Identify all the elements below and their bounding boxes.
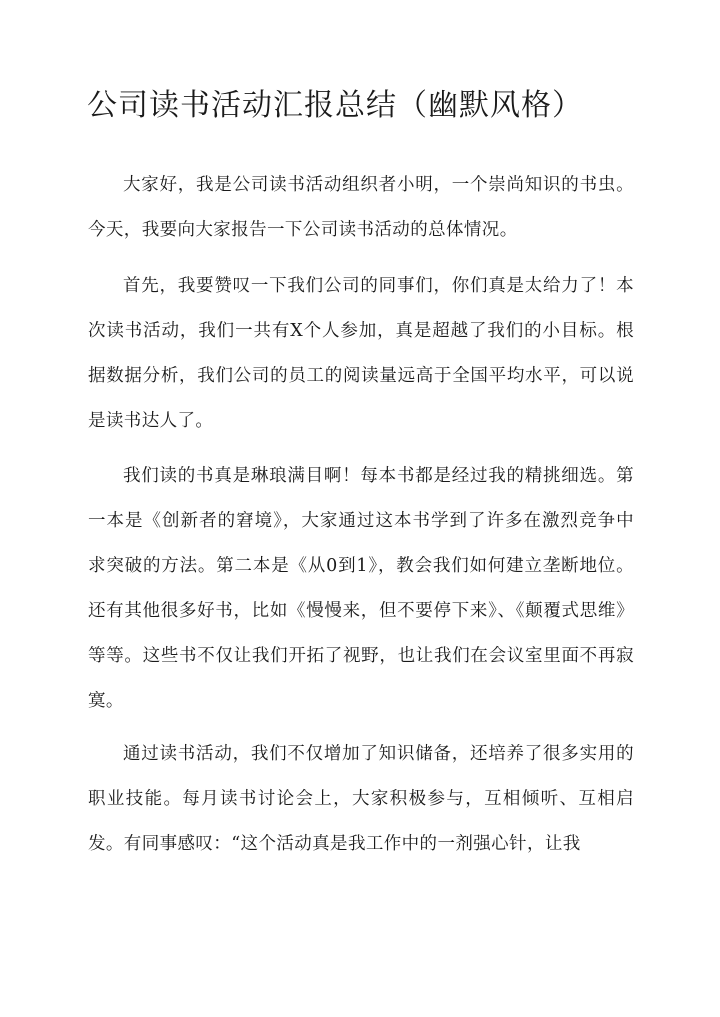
paragraph-greeting: 大家好，我是公司读书活动组织者小明，一个崇尚知识的书虫。今天，我要向大家报告一下公司读书活动的总体情况。 xyxy=(88,175,634,240)
paragraph-skills: 通过读书活动，我们不仅增加了知识储备，还培养了很多实用的职业技能。每月读书讨论会上，大家积极参与，互相倾听、互相启发。有同事感叹：“这个活动真是我工作中的一剂强心针，让我 xyxy=(88,744,634,854)
paragraph-books: 我们读的书真是琳琅满目啊！每本书都是经过我的精挑细选。第一本是《创新者的窘境》，大家通过这本书学到了许多在激烈竞争中求突破的方法。第二本是《从0到1》，教会我们如何建立垄断地位。还有其他很多好书，比如《慢慢来，但不要停下来》、《颠覆式思维》等等。这些书不仅让我们开拓了视野，也让我们在会议室里面不再寂寞。 xyxy=(88,466,634,711)
document-title: 公司读书活动汇报总结（幽默风格） xyxy=(87,88,583,123)
paragraph-participation: 首先，我要赞叹一下我们公司的同事们，你们真是太给力了！本次读书活动，我们一共有X个人参加，真是超越了我们的小目标。根据数据分析，我们公司的员工的阅读量远高于全国平均水平，可以说是读书达人了。 xyxy=(88,276,634,431)
